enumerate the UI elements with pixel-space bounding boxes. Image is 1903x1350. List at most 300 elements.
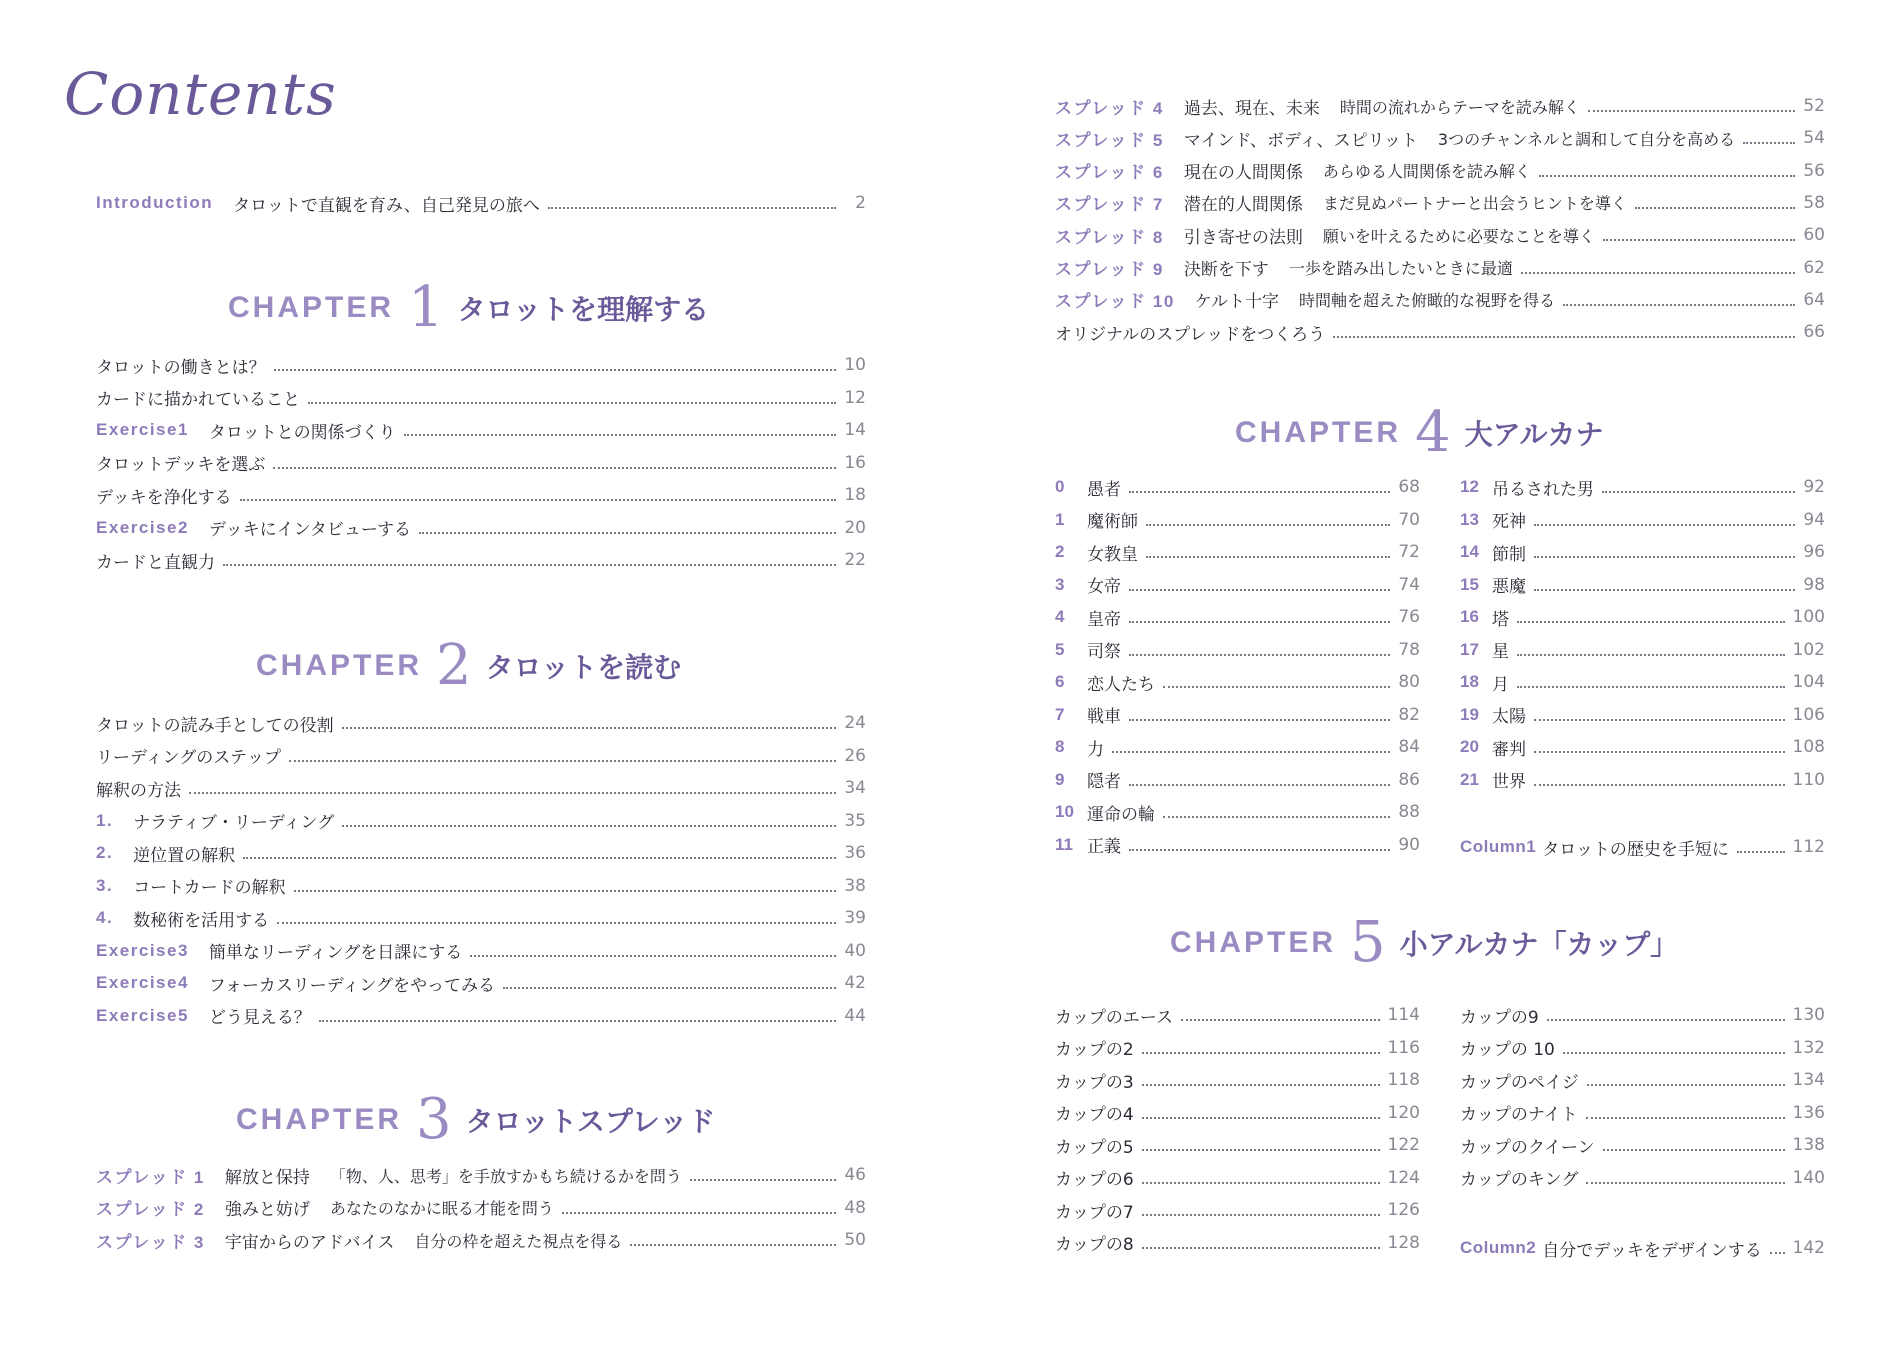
entry-lead: 20: [1460, 737, 1479, 756]
entry-page: 24: [844, 713, 866, 733]
entry-title: 引き寄せの法則: [1183, 227, 1303, 248]
dot-leader: [1743, 142, 1795, 144]
entry-page: 114: [1387, 1005, 1420, 1025]
dot-leader: [223, 564, 836, 566]
toc-entry[interactable]: [96, 708, 866, 738]
dot-leader: [308, 402, 836, 404]
toc-entry[interactable]: [1460, 1163, 1825, 1193]
entry-lead: 11: [1055, 834, 1073, 854]
dot-leader: [1603, 1149, 1785, 1151]
entry-page: 130: [1792, 1005, 1825, 1025]
entry-page: 128: [1387, 1232, 1420, 1253]
entry-lead: Exercise2: [96, 517, 189, 537]
entry-page: 82: [1398, 704, 1420, 725]
toc-entry[interactable]: [1055, 570, 1420, 600]
dot-leader: [1517, 654, 1785, 656]
entry-page: 94: [1803, 509, 1825, 530]
toc-entry[interactable]: [1460, 732, 1825, 762]
toc-entry[interactable]: [1460, 700, 1825, 730]
dot-leader: [470, 955, 836, 957]
toc-entry[interactable]: [96, 838, 866, 868]
toc-entry[interactable]: [1055, 123, 1825, 153]
entry-page: 120: [1387, 1102, 1420, 1123]
chapter-3-heading: [236, 1087, 716, 1152]
entry-subtitle: 3つのチャンネルと調和して自分を高める: [1437, 129, 1736, 149]
entry-title: 死神: [1492, 512, 1526, 532]
toc-entry[interactable]: [1055, 635, 1420, 665]
entry-page: 10: [844, 355, 866, 375]
contents-title: Contents: [64, 60, 337, 128]
dot-leader: [690, 1179, 836, 1181]
entry-lead: スプレッド 5: [1055, 130, 1164, 150]
entry-page: 104: [1792, 672, 1825, 692]
toc-entry[interactable]: [1460, 537, 1825, 567]
toc-entry[interactable]: [1055, 317, 1825, 347]
toc-entry[interactable]: [96, 1160, 866, 1190]
toc-entry[interactable]: [1055, 285, 1825, 315]
entry-subtitle: あなたのなかに眠る才能を問う: [329, 1199, 554, 1218]
entry-subtitle: まだ見ぬパートナーと出会うヒントを導く: [1322, 194, 1627, 214]
toc-entry[interactable]: [96, 448, 866, 478]
dot-leader: [1333, 336, 1795, 338]
toc-entry[interactable]: [1055, 1163, 1420, 1193]
entry-lead: Exercise1: [96, 420, 189, 439]
toc-entry[interactable]: [1055, 472, 1420, 502]
entry-lead: 5: [1055, 639, 1065, 659]
entry-lead: 8: [1055, 737, 1065, 756]
entry-lead: スプレッド 9: [1055, 260, 1164, 279]
entry-lead: Exercise4: [96, 973, 189, 992]
toc-entry[interactable]: [1055, 667, 1420, 697]
dot-leader: [1163, 816, 1390, 818]
dot-leader: [1142, 1052, 1380, 1054]
entry-page: 18: [844, 485, 866, 505]
entry-title: カップの3: [1055, 1072, 1134, 1093]
entry-lead: 1.: [96, 810, 114, 830]
dot-leader: [1129, 849, 1390, 851]
entry-page: 76: [1398, 607, 1420, 627]
entry-title: 解放と保持: [224, 1167, 310, 1188]
entry-title: 過去、現在、未来: [1183, 98, 1320, 119]
entry-lead: 12: [1460, 477, 1479, 496]
entry-lead: スプレッド 2: [96, 1200, 205, 1219]
toc-entry[interactable]: [96, 936, 866, 966]
entry-title: 女教皇: [1087, 544, 1138, 565]
entry-title: 決断を下す: [1183, 260, 1269, 280]
entry-title: 月: [1492, 674, 1509, 695]
entry-title: 愚者: [1087, 479, 1121, 500]
entry-page: 42: [844, 973, 866, 993]
entry-title: 審判: [1492, 739, 1526, 760]
entry-page: 122: [1387, 1135, 1420, 1155]
toc-entry[interactable]: [1460, 765, 1825, 795]
entry-title: オリジナルのスプレッドをつくろう: [1055, 324, 1326, 345]
entry-title: 運命の輪: [1087, 804, 1155, 825]
toc-entry[interactable]: [1460, 570, 1825, 600]
entry-title: カードと直観力: [96, 552, 215, 573]
dot-leader: [243, 857, 836, 859]
entry-page: 110: [1792, 769, 1825, 790]
toc-entry[interactable]: [1460, 472, 1825, 502]
entry-title: カップの5: [1055, 1137, 1134, 1158]
chapter-title: タロットを理解する: [457, 293, 710, 326]
entry-title: タロットの読み手としての役割: [96, 715, 334, 736]
entry-title: カップのクイーン: [1460, 1137, 1595, 1158]
dot-leader: [1534, 751, 1785, 753]
dot-leader: [1635, 207, 1795, 209]
chapter-title: 大アルカナ: [1464, 418, 1604, 451]
dot-leader: [1602, 491, 1795, 493]
entry-page: 138: [1792, 1135, 1825, 1155]
entry-page: 88: [1398, 802, 1420, 822]
entry-lead: スプレッド 3: [96, 1232, 205, 1252]
dot-leader: [1112, 751, 1390, 753]
entry-title: 世界: [1492, 772, 1526, 792]
entry-page: 20: [844, 517, 866, 538]
entry-title: カップのナイト: [1460, 1105, 1578, 1125]
toc-entry[interactable]: [1055, 732, 1420, 762]
entry-subtitle: 時間の流れからテーマを読み解く: [1339, 97, 1580, 117]
entry-title: カップの9: [1460, 1007, 1539, 1028]
chapter-title: タロットを読む: [485, 651, 682, 684]
toc-entry[interactable]: [1055, 830, 1420, 860]
toc-entry[interactable]: [1460, 602, 1825, 632]
toc-entry[interactable]: [1055, 1000, 1420, 1030]
entry-title: 隠者: [1087, 772, 1121, 792]
toc-entry[interactable]: [96, 806, 866, 836]
entry-lead: 7: [1055, 704, 1065, 724]
dot-leader: [1129, 621, 1390, 623]
dot-leader: [1142, 1182, 1380, 1184]
entry-title: 司祭: [1087, 642, 1121, 662]
entry-title: ケルト十字: [1194, 292, 1279, 313]
chapter-word: CHAPTER: [228, 291, 395, 324]
toc-entry[interactable]: [96, 1193, 866, 1223]
entry-page: 98: [1803, 574, 1825, 595]
toc-entry[interactable]: [1055, 253, 1825, 283]
entry-title: カップの8: [1055, 1235, 1134, 1255]
entry-title: タロットで直観を育み、自己発見の旅へ: [233, 195, 540, 216]
toc-entry[interactable]: [1055, 602, 1420, 632]
toc-entry[interactable]: [96, 741, 866, 771]
toc-entry-intro[interactable]: [96, 188, 866, 218]
entry-title: ナラティブ・リーディング: [133, 813, 335, 833]
dot-leader: [1142, 1117, 1380, 1119]
toc-entry[interactable]: [1055, 700, 1420, 730]
chapter-number: 4: [1415, 400, 1451, 465]
toc-entry[interactable]: [1055, 1065, 1420, 1095]
entry-title: 強みと妨げ: [224, 1200, 310, 1220]
dot-leader: [1129, 719, 1390, 721]
toc-entry[interactable]: [1055, 1130, 1420, 1160]
toc-entry[interactable]: [1460, 635, 1825, 665]
dot-leader: [1534, 556, 1795, 558]
entry-page: 52: [1803, 96, 1825, 116]
entry-page: 84: [1398, 737, 1420, 757]
entry-page: 124: [1387, 1167, 1420, 1188]
entry-lead: Column2: [1460, 1238, 1537, 1257]
entry-title: 戦車: [1087, 707, 1121, 727]
entry-page: 50: [844, 1230, 866, 1250]
dot-leader: [1534, 719, 1785, 721]
chapter-title: タロットスプレッド: [465, 1105, 716, 1138]
dot-leader: [1163, 686, 1390, 688]
toc-entry[interactable]: [96, 415, 866, 445]
toc-entry[interactable]: [96, 1225, 866, 1255]
entry-page: 66: [1803, 322, 1825, 343]
toc-entry[interactable]: [96, 773, 866, 803]
entry-page: 16: [844, 452, 866, 473]
entry-page: 92: [1803, 477, 1825, 497]
entry-title: 宇宙からのアドバイス: [224, 1232, 395, 1253]
dot-leader: [404, 434, 836, 436]
entry-lead: スプレッド 10: [1055, 292, 1175, 312]
dot-leader: [294, 890, 836, 892]
chapter-number: 1: [408, 275, 444, 340]
entry-title: タロットの歴史を手短に: [1542, 839, 1729, 860]
toc-entry[interactable]: [1055, 220, 1825, 250]
entry-page: 108: [1792, 737, 1825, 757]
entry-page: 39: [844, 908, 866, 928]
entry-lead: 4: [1055, 607, 1065, 626]
entry-lead: 19: [1460, 704, 1479, 724]
entry-page: 2: [855, 193, 866, 213]
entry-lead: スプレッド 1: [96, 1167, 205, 1187]
entry-title: 女帝: [1087, 577, 1121, 597]
dot-leader: [1534, 589, 1795, 591]
entry-title: 現在の人間関係: [1183, 163, 1303, 184]
dot-leader: [1129, 589, 1390, 591]
dot-leader: [1142, 1214, 1380, 1216]
toc-entry[interactable]: [1460, 667, 1825, 697]
entry-page: 35: [844, 810, 866, 831]
left-page: [64, 0, 866, 1350]
toc-entry[interactable]: [96, 871, 866, 901]
entry-page: 22: [844, 550, 866, 570]
dot-leader: [1129, 784, 1390, 786]
dot-leader: [274, 369, 836, 371]
entry-lead: 3.: [96, 875, 114, 895]
entry-lead: 9: [1055, 769, 1065, 789]
entry-lead: 21: [1460, 769, 1479, 789]
dot-leader: [1587, 1084, 1785, 1086]
dot-leader: [189, 792, 836, 794]
dot-leader: [1129, 654, 1390, 656]
toc-entry-column2[interactable]: [1460, 1233, 1825, 1263]
dot-leader: [1142, 1149, 1380, 1151]
toc-entry[interactable]: [1055, 797, 1420, 827]
toc-entry[interactable]: [1055, 156, 1825, 186]
entry-title: カップの6: [1055, 1170, 1134, 1190]
entry-title: 皇帝: [1087, 609, 1121, 630]
entry-lead: 0: [1055, 477, 1065, 496]
entry-lead: 2: [1055, 542, 1065, 561]
dot-leader: [1146, 556, 1390, 558]
toc-entry[interactable]: [96, 383, 866, 413]
entry-title: カップの7: [1055, 1202, 1134, 1223]
entry-lead: 18: [1460, 672, 1479, 691]
toc-entry[interactable]: [1055, 91, 1825, 121]
toc-entry[interactable]: [1460, 1098, 1825, 1128]
entry-lead: 4.: [96, 908, 114, 927]
toc-entry[interactable]: [1055, 537, 1420, 567]
entry-page: 44: [844, 1005, 866, 1026]
chapter-2-heading: [256, 633, 682, 698]
entry-title: 自分でデッキをデザインする: [1542, 1240, 1762, 1261]
entry-subtitle: 「物、人、思考」を手放すかもち続けるかを問う: [329, 1166, 682, 1186]
toc-entry[interactable]: [1055, 1033, 1420, 1063]
toc-entry[interactable]: [96, 968, 866, 998]
entry-page: 96: [1803, 542, 1825, 562]
dot-leader: [240, 499, 836, 501]
entry-title: カードに描かれていること: [96, 390, 300, 410]
toc-entry[interactable]: [1055, 1098, 1420, 1128]
dot-leader: [1586, 1182, 1784, 1184]
entry-lead: Exercise3: [96, 940, 189, 960]
entry-page: 134: [1792, 1070, 1825, 1090]
entry-lead: 17: [1460, 639, 1479, 659]
dot-leader: [419, 532, 836, 534]
toc-entry-column1[interactable]: [1460, 832, 1825, 862]
entry-title: 太陽: [1492, 707, 1526, 727]
entry-lead: 15: [1460, 574, 1479, 594]
entry-page: 62: [1803, 257, 1825, 278]
entry-title: 節制: [1492, 544, 1526, 565]
toc-entry[interactable]: [1055, 765, 1420, 795]
toc-entry[interactable]: [96, 350, 866, 380]
toc-entry[interactable]: [96, 545, 866, 575]
entry-page: 40: [844, 940, 866, 961]
entry-title: 解釈の方法: [96, 780, 181, 801]
entry-title: タロットの働きとは？: [96, 357, 266, 378]
entry-page: 60: [1803, 225, 1825, 246]
toc-entry[interactable]: [1055, 505, 1420, 535]
dot-leader: [1517, 686, 1785, 688]
toc-entry[interactable]: [1460, 1033, 1825, 1063]
entry-page: 118: [1387, 1070, 1420, 1090]
entry-page: 106: [1792, 704, 1825, 725]
dot-leader: [1603, 239, 1795, 241]
dot-leader: [1181, 1019, 1380, 1021]
entry-page: 58: [1803, 192, 1825, 213]
chapter-number: 5: [1350, 910, 1386, 975]
entry-page: 46: [844, 1165, 866, 1185]
entry-subtitle: 一歩を踏み出したいときに最適: [1288, 259, 1513, 278]
entry-lead: 6: [1055, 672, 1065, 691]
entry-page: 90: [1398, 834, 1420, 855]
dot-leader: [1142, 1247, 1380, 1249]
entry-page: 136: [1792, 1102, 1825, 1123]
entry-title: 正義: [1087, 837, 1121, 857]
dot-leader: [1129, 491, 1390, 493]
entry-lead: 13: [1460, 509, 1479, 529]
entry-title: タロットとの関係づくり: [208, 422, 396, 443]
entry-lead: スプレッド 6: [1055, 163, 1164, 183]
entry-page: 38: [844, 875, 866, 896]
chapter-1-heading: [228, 275, 710, 340]
entry-page: 126: [1387, 1200, 1420, 1220]
toc-entry[interactable]: [96, 480, 866, 510]
entry-title: カップのエース: [1055, 1007, 1173, 1028]
toc-entry[interactable]: [1055, 188, 1825, 218]
dot-leader: [1521, 272, 1795, 274]
entry-title: 悪魔: [1492, 577, 1526, 597]
dot-leader: [273, 467, 836, 469]
chapter-number: 3: [416, 1087, 452, 1152]
toc-entry[interactable]: [96, 513, 866, 543]
entry-lead: スプレッド 8: [1055, 227, 1164, 247]
toc-entry[interactable]: [1055, 1228, 1420, 1258]
dot-leader: [319, 1020, 836, 1022]
dot-leader: [1737, 851, 1785, 853]
entry-page: 14: [844, 420, 866, 440]
entry-page: 56: [1803, 160, 1825, 181]
entry-lead: 2.: [96, 843, 114, 862]
chapter-word: CHAPTER: [1170, 926, 1337, 959]
dot-leader: [1563, 304, 1795, 306]
dot-leader: [1547, 1019, 1785, 1021]
entry-title: デッキにインタビューする: [208, 520, 412, 540]
entry-title: コートカードの解釈: [133, 878, 286, 898]
entry-title: 簡単なリーディングを日課にする: [208, 943, 463, 963]
toc-entry[interactable]: [1460, 505, 1825, 535]
dot-leader: [1142, 1084, 1380, 1086]
right-page: [1055, 0, 1825, 1350]
chapter-number: 2: [436, 633, 472, 698]
entry-page: 36: [844, 843, 866, 863]
entry-lead: 1: [1055, 509, 1065, 529]
entry-lead: 14: [1460, 542, 1479, 561]
dot-leader: [342, 825, 836, 827]
toc-entry[interactable]: [1460, 1000, 1825, 1030]
entry-lead: 10: [1055, 802, 1074, 821]
dot-leader: [277, 922, 836, 924]
entry-subtitle: 自分の枠を超えた視点を得る: [414, 1231, 623, 1251]
chapter-5-heading: [1170, 910, 1679, 975]
toc-entry[interactable]: [1460, 1130, 1825, 1160]
toc-entry[interactable]: [96, 1001, 866, 1031]
toc-entry[interactable]: [1055, 1195, 1420, 1225]
chapter-word: CHAPTER: [1235, 416, 1402, 449]
entry-title: カップの 10: [1460, 1040, 1555, 1060]
entry-title: フォーカスリーディングをやってみる: [208, 975, 496, 996]
entry-page: 80: [1398, 672, 1420, 692]
entry-page: 70: [1398, 509, 1420, 530]
entry-lead: 3: [1055, 574, 1065, 594]
entry-lead: Introduction: [96, 193, 214, 212]
dot-leader: [1539, 175, 1795, 177]
entry-page: 64: [1803, 289, 1825, 310]
entry-lead: Exercise5: [96, 1005, 189, 1025]
dot-leader: [1146, 524, 1390, 526]
dot-leader: [1534, 524, 1795, 526]
dot-leader: [1588, 110, 1795, 112]
entry-title: タロットデッキを選ぶ: [96, 455, 266, 475]
toc-entry[interactable]: [1460, 1065, 1825, 1095]
dot-leader: [1770, 1252, 1785, 1254]
entry-page: 116: [1387, 1037, 1420, 1058]
dot-leader: [630, 1244, 836, 1246]
entry-title: 星: [1492, 642, 1509, 662]
entry-page: 142: [1792, 1238, 1825, 1258]
entry-page: 48: [844, 1197, 866, 1218]
toc-entry[interactable]: [96, 903, 866, 933]
chapter-word: CHAPTER: [256, 649, 423, 682]
entry-subtitle: 時間軸を超えた俯瞰的な視野を得る: [1298, 291, 1555, 311]
dot-leader: [562, 1212, 836, 1214]
entry-subtitle: あらゆる人間関係を読み解く: [1322, 162, 1531, 182]
entry-lead: スプレッド 7: [1055, 195, 1164, 215]
